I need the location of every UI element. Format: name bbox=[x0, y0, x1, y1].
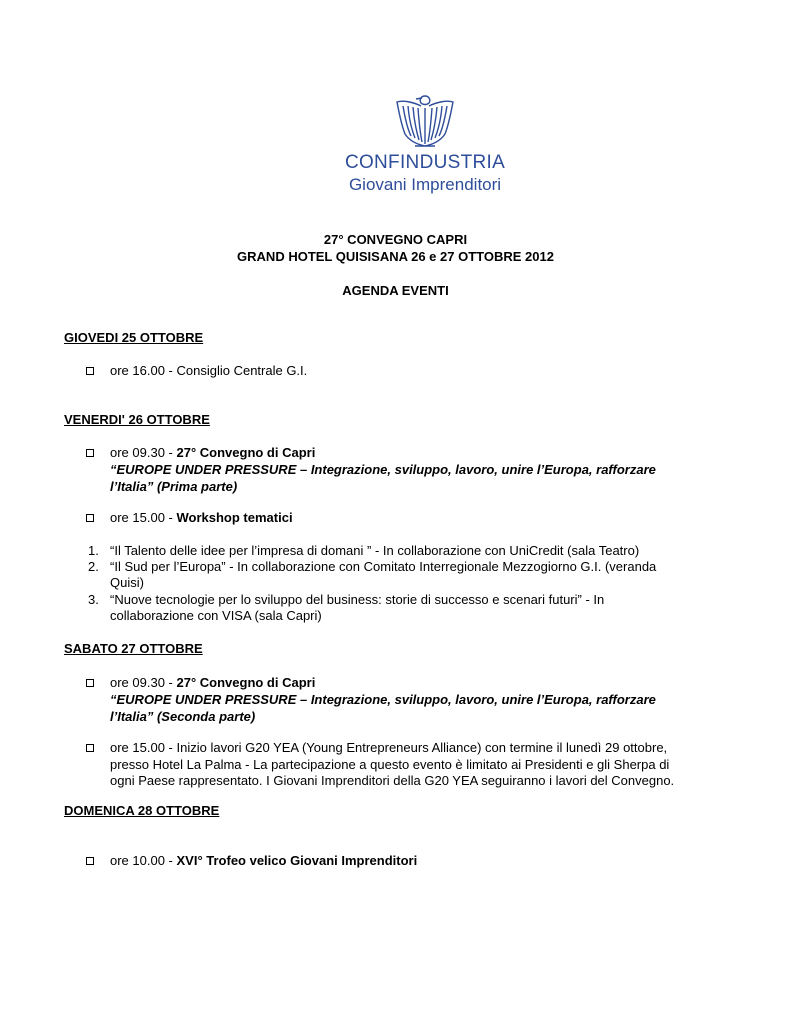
workshop-item-3-line2: collaborazione con VISA (sala Capri) bbox=[110, 608, 322, 623]
event-time: ore 10.00 - bbox=[110, 853, 177, 868]
workshop-number: 1. bbox=[88, 543, 99, 558]
event-consiglio-centrale: ore 16.00 - Consiglio Centrale G.I. bbox=[110, 363, 308, 378]
workshop-item-3-line1: “Nuove tecnologie per lo sviluppo del business: storie di successo e scenari futuri” - In bbox=[110, 592, 605, 607]
logo-brand-subtitle: Giovani Imprenditori bbox=[348, 175, 502, 194]
bullet-icon bbox=[86, 744, 94, 752]
confindustria-logo bbox=[340, 92, 510, 196]
event-g20-line2: presso Hotel La Palma - La partecipazione a questo evento è limitato ai Presidenti e gli Sherpa di bbox=[110, 757, 670, 772]
eagle-logo-icon bbox=[393, 92, 457, 150]
workshop-item-2-line2: Quisi) bbox=[110, 575, 144, 590]
workshop-number: 3. bbox=[88, 592, 99, 607]
day-heading-sabato: SABATO 27 OTTOBRE bbox=[64, 641, 203, 656]
bullet-icon bbox=[86, 857, 94, 865]
event-trofeo-velico bbox=[110, 852, 750, 869]
event-title: XVI° Trofeo velico Giovani Imprenditori bbox=[176, 853, 418, 868]
event-time: ore 09.30 - bbox=[110, 445, 177, 460]
day-heading-domenica: DOMENICA 28 OTTOBRE bbox=[64, 803, 220, 818]
event-subtitle-line1: “EUROPE UNDER PRESSURE – Integrazione, sviluppo, lavoro, unire l’Europa, rafforzare bbox=[110, 692, 656, 707]
event-g20-line1: ore 15.00 - Inizio lavori G20 YEA (Young Entrepreneurs Alliance) con termine il lunedì 29 ottobre, bbox=[110, 740, 668, 755]
event-convegno-part1 bbox=[110, 444, 750, 461]
event-subtitle-line2: l’Italia” (Seconda parte) bbox=[110, 709, 256, 724]
event-time: ore 15.00 - bbox=[110, 510, 177, 525]
event-time: ore 09.30 - bbox=[110, 675, 177, 690]
logo-brand-name: CONFINDUSTRIA bbox=[344, 152, 506, 173]
event-title: 27° Convegno di Capri bbox=[176, 445, 316, 460]
event-convegno-part2 bbox=[110, 674, 750, 691]
day-heading-giovedi: GIOVEDI 25 OTTOBRE bbox=[64, 330, 204, 345]
convention-title: 27° CONVEGNO CAPRI bbox=[323, 232, 468, 247]
bullet-icon bbox=[86, 514, 94, 522]
bullet-icon bbox=[86, 679, 94, 687]
event-title: 27° Convegno di Capri bbox=[176, 675, 316, 690]
event-g20-line3: ogni Paese rappresentato. I Giovani Imprenditori della G20 YEA seguiranno i lavori del Convegno. bbox=[110, 773, 675, 788]
event-subtitle-line2: l’Italia” (Prima parte) bbox=[110, 479, 238, 494]
bullet-icon bbox=[86, 367, 94, 375]
event-workshop bbox=[110, 509, 750, 526]
event-subtitle-line1: “EUROPE UNDER PRESSURE – Integrazione, sviluppo, lavoro, unire l’Europa, rafforzare bbox=[110, 462, 656, 477]
workshop-item-1: “Il Talento delle idee per l’impresa di domani ” - In collaborazione con UniCredit (sala Teatro) bbox=[110, 543, 640, 558]
workshop-number: 2. bbox=[88, 559, 99, 574]
day-heading-venerdi: VENERDI' 26 OTTOBRE bbox=[64, 412, 210, 427]
agenda-title: AGENDA EVENTI bbox=[342, 283, 449, 298]
workshop-item-2-line1: “Il Sud per l’Europa” - In collaborazione con Comitato Interregionale Mezzogiorno G.I. (veranda bbox=[110, 559, 657, 574]
bullet-icon bbox=[86, 449, 94, 457]
event-title: Workshop tematici bbox=[176, 510, 293, 525]
venue-dates: GRAND HOTEL QUISISANA 26 e 27 OTTOBRE 2012 bbox=[237, 249, 554, 264]
